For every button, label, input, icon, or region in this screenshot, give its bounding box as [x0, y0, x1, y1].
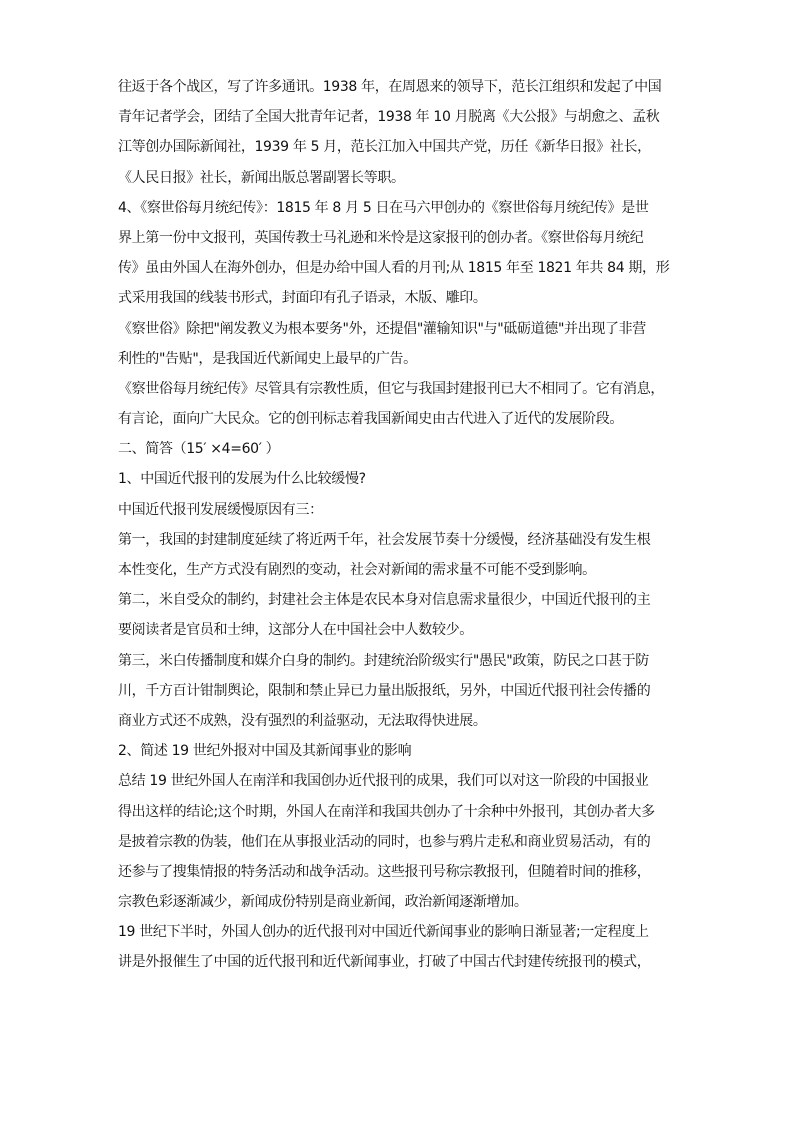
text-line: 江等创办国际新闻社，1939 年 5 月，范长江加入中国共产党，历任《新华日报》社长， — [118, 139, 651, 156]
text-line: 讲是外报催生了中国的近代报刊和近代新闻事业，打破了中国古代封建传统报刊的模式， — [118, 954, 651, 971]
text-line: 川，千方百计钳制舆论，限制和禁止异已力量出版报纸，另外，中国近代报刊社会传播的 — [118, 682, 651, 699]
text-line: 得出这样的结论;这个时期，外国人在南洋和我国共创办了十余种中外报刊，其创办者大多 — [118, 803, 655, 820]
text-line: 中国近代报刊发展缓慢原因有三： — [118, 501, 323, 518]
question-heading: 1、中国近代报刊的发展为什么比较缓慢? — [118, 471, 366, 488]
text-line: 《察世俗》除把"阐发教义为根本要务"外，还提倡"灌输知识"与"砥砺道德"并出现了非营 — [118, 320, 646, 337]
document-body — [118, 72, 683, 978]
text-line: 有言论，面向广大民众。它的创刊标志着我国新闻史由古代进入了近代的发展阶段。 — [118, 411, 624, 428]
text-line: 往返于各个战区，写了许多通讯。1938 年，在周恩来的领导下，范长江组织和发起了中国 — [118, 79, 662, 95]
text-line: 界上第一份中文报刊，英国传教士马礼逊和米怜是这家报刊的创办者。《察世俗每月统纪 — [118, 229, 644, 246]
text-line: 4、《察世俗每月统纪传》：1815 年 8 月 5 日在马六甲创办的《察世俗每月统纪传》是世 — [118, 199, 649, 216]
text-line: 青年记者学会，团结了全国大批青年记者，1938 年 10 月脱离《大公报》与胡愈之、孟秋 — [118, 109, 660, 126]
text-line: 《察世俗每月统纪传》尽管具有宗教性质，但它与我国封建报刊已大不相同了。它有消息， — [118, 380, 664, 397]
text-line: 宗教色彩逐渐减少，新闻成份特别是商业新闻，政治新闻逐渐增加。 — [118, 894, 528, 911]
text-line: 第二，米自受众的制约，封建社会主体是农民本身对信息需求量很少，中国近代报刊的主 — [118, 592, 651, 609]
section-heading: 二、简答（15′ ×4=60′ ） — [118, 441, 280, 458]
text-line: 式采用我国的线装书形式，封面印有孔子语录，木版、雕印。 — [118, 290, 487, 307]
text-line: 本性变化，生产方式没有剧烈的变动，社会对新闻的需求量不可能不受到影响。 — [118, 562, 596, 578]
text-line: 要阅读者是官员和士绅，这部分人在中国社会中人数较少。 — [118, 622, 473, 639]
text-line: 19 世纪下半时，外国人创办的近代报刊对中国近代新闻事业的影响日渐显著;一定程度上 — [118, 924, 649, 941]
text-line: 总结 19 世纪外国人在南洋和我国创办近代报刊的成果，我们可以对这一阶段的中国报业 — [118, 773, 649, 790]
text-line: 《人民日报》社长，新闻出版总署副署长等职。 — [118, 169, 405, 186]
text-line: 第一，我国的封建制度延续了将近两千年，社会发展节奏十分缓慢，经济基础没有发生根 — [118, 531, 651, 548]
text-line: 是披着宗教的伪装，他们在从事报业活动的同时，也参与鸦片走私和商业贸易活动，有的 — [118, 833, 651, 850]
text-line: 还参与了搜集情报的特务活动和战争活动。这些报刊号称宗教报刊，但随着时间的推移， — [118, 863, 651, 880]
text-line: 第三，米白传播制度和媒介白身的制约。封建统治阶级实行"愚民"政策，防民之口甚于防 — [118, 652, 649, 669]
text-line: 传》虽由外国人在海外创办，但是办给中国人看的月刊;从 1815 年至 1821 年共 84 期，形 — [118, 260, 670, 277]
text-line: 商业方式还不成熟，没有强烈的利益驱动，无法取得快进展。 — [118, 712, 487, 729]
question-heading: 2、简述 19 世纪外报对中国及其新闻事业的影响 — [118, 743, 412, 760]
text-line: 利性的"告贴"，是我国近代新闻史上最早的广告。 — [118, 350, 417, 367]
